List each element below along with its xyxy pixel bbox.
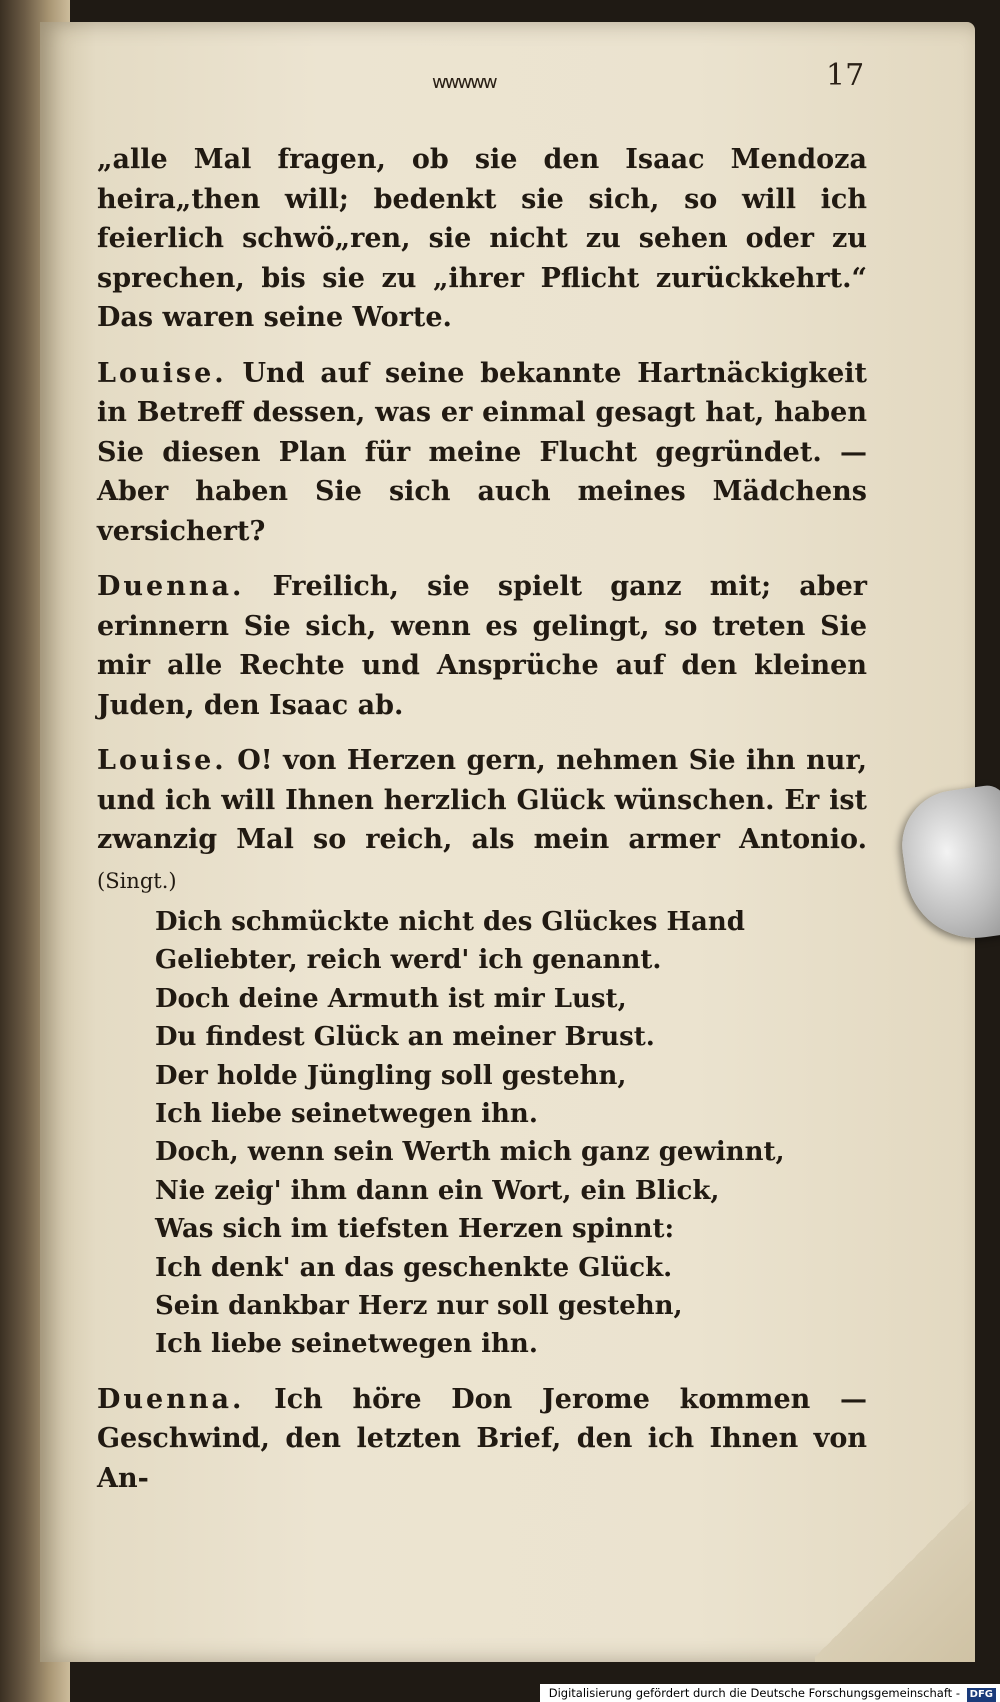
dfg-logo: DFG bbox=[967, 1688, 996, 1702]
paragraph bbox=[97, 741, 867, 901]
song-line: Doch, wenn sein Werth mich ganz gewinnt, bbox=[155, 1137, 785, 1168]
paragraph bbox=[97, 354, 867, 552]
paragraph bbox=[97, 1380, 867, 1499]
stage-direction: (Singt.) bbox=[97, 868, 177, 893]
speaker-name: Louise. bbox=[97, 745, 227, 776]
song-line: Der holde Jüngling soll gestehn, bbox=[155, 1060, 627, 1091]
song-line: Du findest Glück an meiner Brust. bbox=[155, 1022, 655, 1053]
speaker-name: Louise. bbox=[97, 357, 227, 389]
song-verse bbox=[155, 903, 867, 1364]
speaker-name: Duenna. bbox=[97, 571, 245, 602]
song-line: Sein dankbar Herz nur soll gestehn, bbox=[155, 1291, 683, 1322]
digitization-credit bbox=[540, 1684, 1000, 1702]
song-line: Was sich im tiefsten Herzen spinnt: bbox=[155, 1214, 675, 1245]
paragraph-text: Und auf seine bekannte Hartnäckigkeit in Betreff dessen, was er einmal gesagt hat, haben Sie diesen Plan für meine Flucht gegründet. — Aber haben Sie sich auch meines Mädchens versichert? bbox=[97, 357, 867, 547]
song-line: Nie zeig' ihm dann ein Wort, ein Blick, bbox=[155, 1175, 720, 1206]
page-text bbox=[97, 140, 867, 1498]
page-fold bbox=[815, 1492, 975, 1662]
song-line: Ich liebe seinetwegen ihn. bbox=[155, 1329, 538, 1360]
credit-text: Digitalisierung gefördert durch die Deutsche Forschungsgemeinschaft - bbox=[548, 1686, 960, 1700]
page-number: 17 bbox=[826, 58, 865, 93]
header-ornament: wwwww bbox=[432, 72, 496, 93]
paragraph bbox=[97, 567, 867, 725]
song-line: Geliebter, reich werd' ich genannt. bbox=[155, 945, 662, 976]
song-line: Ich denk' an das geschenkte Glück. bbox=[155, 1252, 673, 1283]
paragraph-text: O! von Herzen gern, nehmen Sie ihn nur, und ich will Ihnen herzlich Glück wünschen. Er ist zwanzig Mal so reich, als mein armer Antonio. bbox=[97, 745, 867, 855]
paragraph-text: Ich höre Don Jerome kommen — Geschwind, den letzten Brief, den ich Ihnen von An- bbox=[97, 1383, 867, 1494]
speaker-name: Duenna. bbox=[97, 1383, 245, 1415]
paragraph bbox=[97, 140, 867, 338]
song-line: Dich schmückte nicht des Glückes Hand bbox=[155, 907, 745, 937]
paragraph-text: „alle Mal fragen, ob sie den Isaac Mendoza heira„then will; bedenkt sie sich, so will ich feierlich schwö„ren, sie nicht zu sehen oder zu sprechen, bis sie zu „ihrer Pflicht zurückkehrt.“ Das waren seine Worte. bbox=[97, 144, 867, 333]
song-line: Doch deine Armuth ist mir Lust, bbox=[155, 983, 627, 1014]
song-line: Ich liebe seinetwegen ihn. bbox=[155, 1099, 538, 1130]
paragraph-text: Freilich, sie spielt ganz mit; aber erinnern Sie sich, wenn es gelingt, so treten Sie mir alle Rechte und Ansprüche auf den kleinen Juden, den Isaac ab. bbox=[97, 571, 867, 721]
